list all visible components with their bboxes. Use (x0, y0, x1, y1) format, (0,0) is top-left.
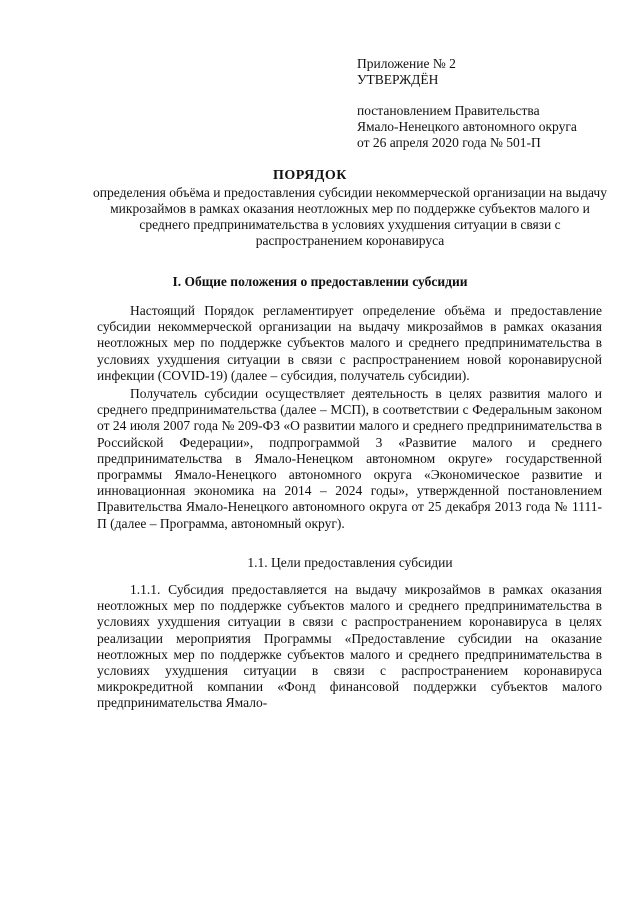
paragraph-1 (97, 303, 602, 384)
paragraph-text: Настоящий Порядок регламентирует определение объёма и предоставление субсидии некоммерческой организации на выдачу микрозаймов в рамках оказания неотложных мер по поддержке субъектов малого и среднего предпринимательства в условиях ухудшения ситуации в связи с распространением новой коронавирусной инфекции (COVID-19) (далее – субсидия, получатель субсидии). (97, 303, 602, 383)
resolution-date: от 26 апреля 2020 года № 501-П (357, 135, 541, 150)
paragraph-text: 1.1.1. Субсидия предоставляется на выдачу микрозаймов в рамках оказания неотложных мер по поддержке субъектов малого и среднего предпринимательства в условиях ухудшения ситуации в связи с распространением коронавируса в целях реализации мероприятия Программы «Предоставление субсидии на оказание неотложных мер по поддержке субъектов малого и среднего предпринимательства в условиях ухудшения ситуации в связи с распространением коронавируса микрокредитной компании «Фонд финансовой поддержки субъектов малого предпринимательства Ямало- (97, 582, 602, 711)
approved-label: УТВЕРЖДЁН (357, 72, 439, 87)
paragraph-text: Получатель субсидии осуществляет деятельность в целях развития малого и среднего предпринимательства (далее – МСП), в соответствии с Федеральным законом от 24 июля 2007 года № 209-ФЗ «О развитии малого и среднего предпринимательства в Российской Федерации», подпрограммой 3 «Развитие малого и среднего предпринимательства в Ямало-Ненецком автономном округе» государственной программы Ямало-Ненецкого автономного округа «Экономическое развитие и инновационная экономика на 2014 – 2024 годы», утвержденной постановлением Правительства Ямало-Ненецкого автономного округа от 25 декабря 2013 года № 1111-П (далее – Программа, автономный округ). (97, 386, 602, 531)
region-line: Ямало-Ненецкого автономного округа (357, 119, 577, 134)
paragraph-3 (97, 582, 602, 712)
document-subtitle: определения объёма и предоставления субсидии некоммерческой организации на выдачу микрозаймов в рамках оказания неотложных мер по поддержке субъектов малого и среднего предпринимательства в условиях ухудшения ситуации в связи с распространением коронавируса (93, 185, 607, 248)
paragraph-2 (97, 386, 602, 532)
subsection-heading: 1.1. Цели предоставления субсидии (247, 555, 453, 570)
section-heading: I. Общие положения о предоставлении субсидии (172, 274, 468, 289)
resolution-line: постановлением Правительства (357, 103, 540, 118)
appendix-block (357, 56, 577, 151)
document-title: ПОРЯДОК (273, 168, 347, 183)
appendix-number: Приложение № 2 (357, 56, 456, 71)
